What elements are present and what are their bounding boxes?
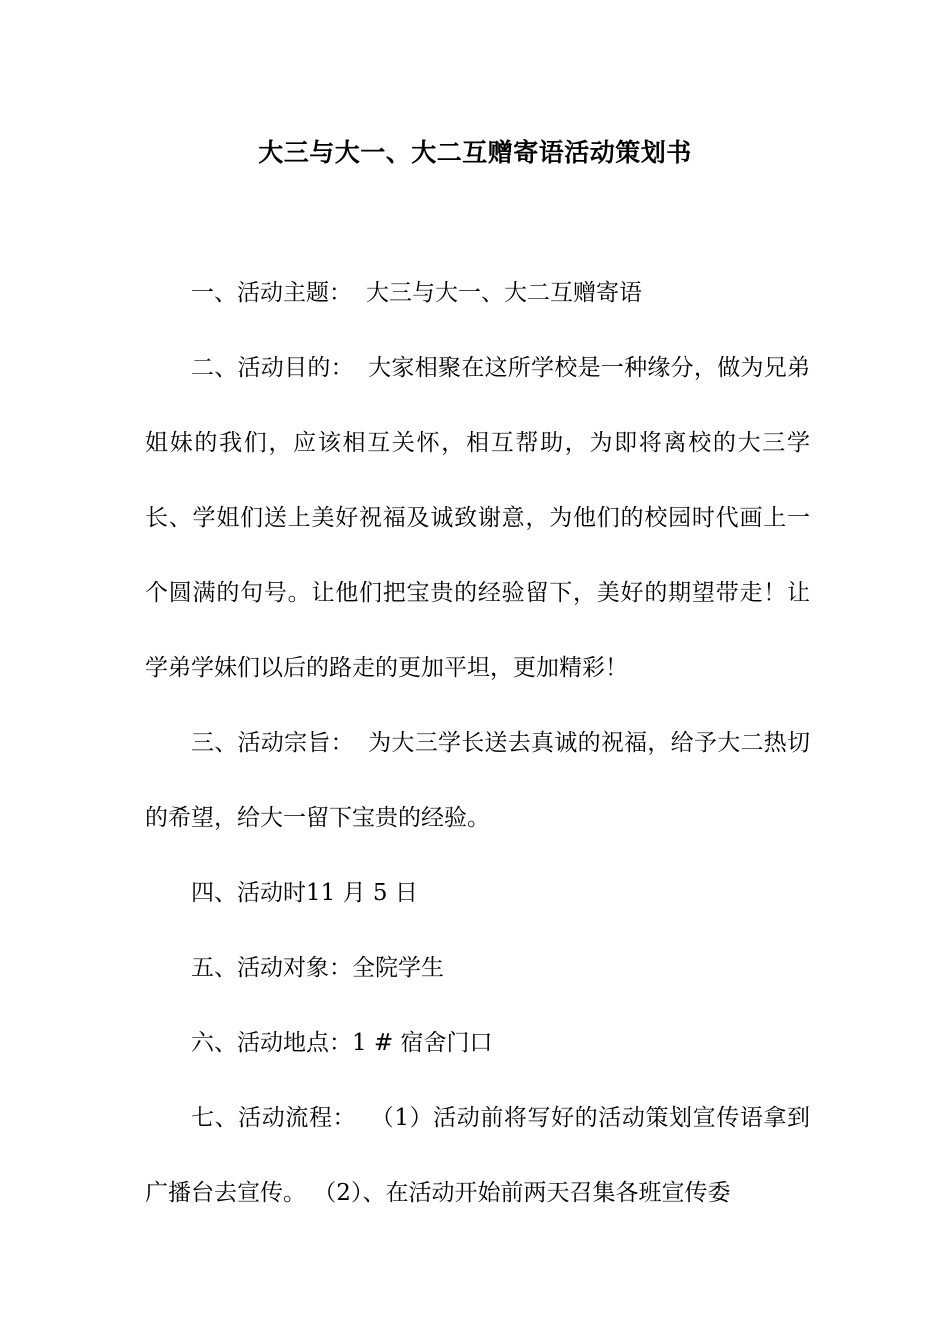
document-title: 大三与大一、大二互赠寄语活动策划书	[258, 138, 692, 167]
section-theme	[145, 256, 810, 331]
section-label: 七、活动流程：	[191, 1105, 357, 1131]
section-aim	[145, 706, 810, 856]
section-text: 1 # 宿舍门口	[352, 1030, 493, 1056]
section-location	[145, 1006, 810, 1081]
section-label: 六、活动地点：	[191, 1030, 352, 1056]
section-text: 大三与大一、大二互赠寄语	[366, 280, 642, 306]
section-text: 为大三学长送去真诚的祝福，给予大二热切的希望，给大一留下宝贵的经验。	[145, 730, 811, 831]
section-process	[145, 1081, 810, 1231]
section-audience	[145, 931, 810, 1006]
section-purpose	[145, 331, 810, 706]
section-text: 大家相聚在这所学校是一种缘分，做为兄弟姐妹的我们，应该相互关怀，相互帮助，为即将离校的大三学长、学姐们送上美好祝福及诚致谢意，为他们的校园时代画上一个圆满的句号。让他们把宝贵的经验留下，美好的期望带走！让学弟学妹们以后的路走的更加平坦，更加精彩！	[145, 355, 811, 681]
section-time	[145, 856, 810, 931]
section-label: 一、活动主题：	[191, 280, 352, 306]
section-label: 三、活动宗旨：	[191, 730, 354, 756]
section-text: 11 月 5 日	[306, 880, 418, 906]
section-label: 二、活动目的：	[191, 355, 354, 381]
section-text: （1）活动前将写好的活动策划宣传语拿到广播台去宣传。 （2）、在活动开始前两天召集各班宣传委	[145, 1105, 810, 1206]
document-body	[145, 256, 810, 1231]
section-label: 五、活动对象：	[191, 955, 352, 981]
section-text: 全院学生	[352, 955, 444, 981]
section-label: 四、活动时	[191, 880, 306, 906]
